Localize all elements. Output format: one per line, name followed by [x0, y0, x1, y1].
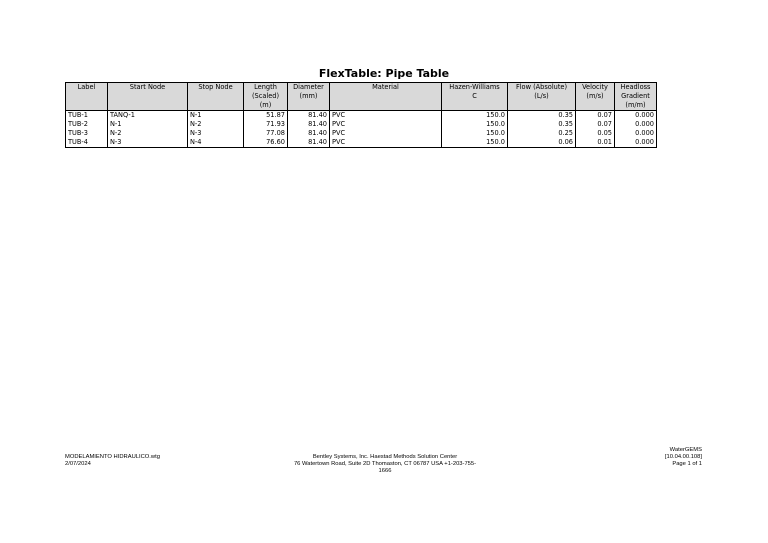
cell-stop-node: N-3 — [188, 129, 244, 138]
column-header-material: Material — [330, 83, 442, 111]
cell-stop-node: N-2 — [188, 120, 244, 129]
column-header-start-node: Start Node — [108, 83, 188, 111]
footer-date: 2/07/2024 — [65, 460, 91, 467]
cell-start-node: N-3 — [108, 138, 188, 148]
cell-headloss-gradient: 0.000 — [615, 120, 657, 129]
column-header-velocity: Velocity (m/s) — [576, 83, 615, 111]
cell-headloss-gradient: 0.000 — [615, 138, 657, 148]
cell-diameter: 81.40 — [288, 138, 330, 148]
footer-company-line2: 76 Watertown Road, Suite 2D Thomaston, CT 06787 USA +1-203-755- — [293, 460, 477, 467]
cell-start-node: TANQ-1 — [108, 111, 188, 121]
cell-velocity: 0.01 — [576, 138, 615, 148]
cell-start-node: N-2 — [108, 129, 188, 138]
cell-flow: 0.35 — [508, 120, 576, 129]
page-title: FlexTable: Pipe Table — [318, 67, 450, 80]
cell-label: TUB-2 — [66, 120, 108, 129]
cell-hazen-williams: 150.0 — [442, 111, 508, 121]
column-header-stop-node: Stop Node — [188, 83, 244, 111]
footer-company-line1: Bentley Systems, Inc. Haestad Methods Solution Center — [312, 454, 458, 460]
cell-flow: 0.35 — [508, 111, 576, 121]
cell-label: TUB-4 — [66, 138, 108, 148]
table-header-row — [66, 83, 657, 111]
footer-page-number: Page 1 of 1 — [672, 460, 702, 467]
cell-headloss-gradient: 0.000 — [615, 129, 657, 138]
cell-material: PVC — [330, 138, 442, 148]
cell-flow: 0.06 — [508, 138, 576, 148]
cell-material: PVC — [330, 120, 442, 129]
footer-company-info — [280, 454, 490, 474]
column-header-flow: Flow (Absolute) (L/s) — [508, 83, 576, 111]
cell-flow: 0.25 — [508, 129, 576, 138]
table-row — [66, 138, 657, 148]
cell-hazen-williams: 150.0 — [442, 129, 508, 138]
cell-diameter: 81.40 — [288, 129, 330, 138]
column-header-diameter: Diameter (mm) — [288, 83, 330, 111]
cell-headloss-gradient: 0.000 — [615, 111, 657, 121]
cell-velocity: 0.07 — [576, 120, 615, 129]
column-header-hazen-williams: Hazen-Williams C — [442, 83, 508, 111]
footer-file-info — [65, 454, 160, 468]
cell-diameter: 81.40 — [288, 120, 330, 129]
cell-material: PVC — [330, 111, 442, 121]
cell-stop-node: N-1 — [188, 111, 244, 121]
footer-product-name: WaterGEMS — [669, 447, 702, 453]
cell-velocity: 0.05 — [576, 129, 615, 138]
column-header-headloss-gradient: Headloss Gradient (m/m) — [615, 83, 657, 111]
column-header-length: Length (Scaled) (m) — [244, 83, 288, 111]
cell-label: TUB-3 — [66, 129, 108, 138]
cell-length: 76.60 — [244, 138, 288, 148]
table-row — [66, 129, 657, 138]
cell-length: 71.93 — [244, 120, 288, 129]
cell-stop-node: N-4 — [188, 138, 244, 148]
table-row — [66, 111, 657, 121]
cell-length: 51.87 — [244, 111, 288, 121]
table-row — [66, 120, 657, 129]
cell-diameter: 81.40 — [288, 111, 330, 121]
cell-material: PVC — [330, 129, 442, 138]
cell-hazen-williams: 150.0 — [442, 120, 508, 129]
cell-label: TUB-1 — [66, 111, 108, 121]
footer-product-version: [10.04.00.108] — [664, 453, 702, 460]
cell-start-node: N-1 — [108, 120, 188, 129]
cell-length: 77.08 — [244, 129, 288, 138]
footer-file-name: MODELAMIENTO HIDRAULICO.wtg — [65, 454, 160, 460]
cell-velocity: 0.07 — [576, 111, 615, 121]
pipe-flex-table — [65, 82, 657, 148]
cell-hazen-williams: 150.0 — [442, 138, 508, 148]
footer-company-line3: 1666 — [378, 467, 392, 474]
column-header-label: Label — [66, 83, 108, 111]
footer-product-info — [665, 447, 702, 467]
